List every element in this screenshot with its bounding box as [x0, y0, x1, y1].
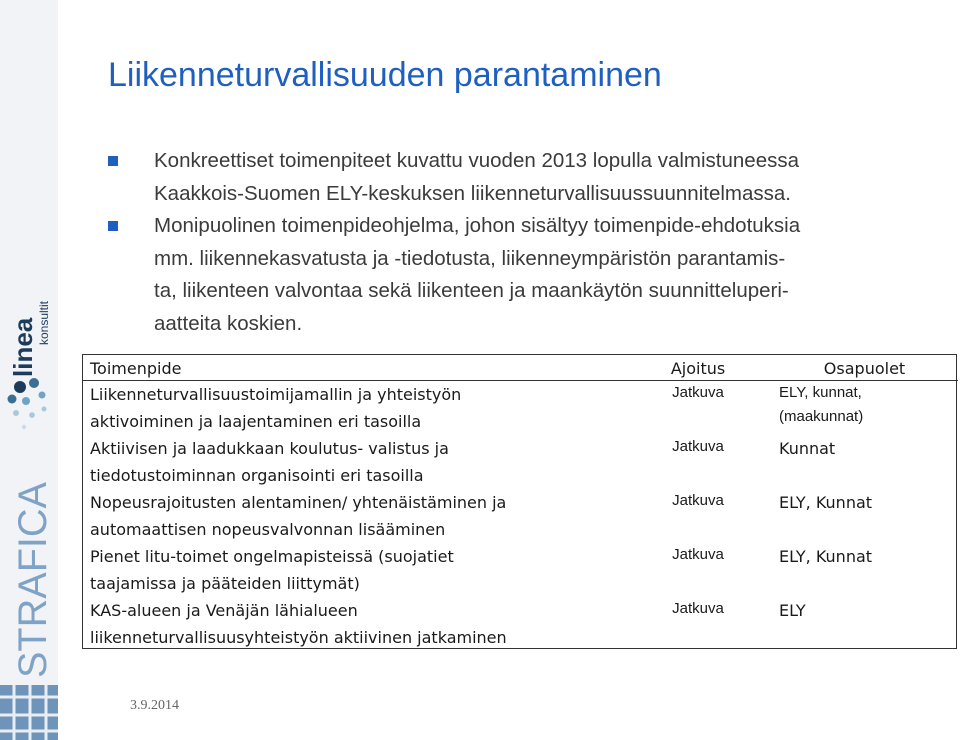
slide-title: Liikenneturvallisuuden parantaminen: [108, 56, 662, 94]
bullet-list: [108, 145, 938, 340]
parties-cell: ELY, kunnat, (maakunnat): [779, 384, 864, 425]
parties-cell: ELY: [779, 601, 806, 620]
table-row: [82, 597, 958, 651]
table-row: [82, 543, 958, 597]
bullet-item: [108, 210, 938, 340]
action-line: tiedotustoiminnan organisointi eri tasoilla: [90, 466, 424, 485]
bullet-line: ta, liikenteen valvontaa sekä liikenteen ja maankäytön suunnitteluperi-: [154, 279, 789, 302]
action-cell: [82, 543, 625, 597]
column-header-parties: Osapuolet: [771, 354, 958, 381]
bullet-line: Konkreettiset toimenpiteet kuvattu vuoden 2013 lopulla valmistuneessa: [154, 149, 800, 172]
action-line: taajamissa ja pääteiden liittymät): [90, 574, 360, 593]
linea-word: linea: [8, 317, 38, 377]
bullet-line: Kaakkois-Suomen ELY-keskuksen liikenneturvallisuussuunnitelmassa.: [154, 181, 791, 205]
parties-cell: ELY, Kunnat: [779, 547, 873, 566]
timing-cell: Jatkuva: [672, 546, 724, 563]
table-header-row: [82, 354, 958, 381]
measures-table: [82, 354, 958, 651]
action-line: aktivoiminen ja laajentaminen eri tasoilla: [90, 412, 422, 431]
strafica-grid-icon: [0, 685, 58, 740]
action-cell: [82, 381, 625, 436]
action-cell: [82, 489, 625, 543]
parties-cell: ELY, Kunnat: [779, 493, 873, 512]
action-cell: [82, 435, 625, 489]
table-row: [82, 489, 958, 543]
square-bullet-icon: [108, 221, 118, 231]
linea-dots-icon: [8, 378, 47, 429]
table-row: [82, 435, 958, 489]
action-cell: [82, 597, 625, 651]
linea-konsultit-logo: [2, 285, 58, 435]
linea-subword: konsultit: [37, 300, 51, 345]
table-row: [82, 381, 958, 436]
action-line: Liikenneturvallisuustoimijamallin ja yhteistyön: [90, 385, 462, 404]
bullet-line: mm. liikennekasvatusta ja -tiedotusta, liikenneympäristön parantamis-: [154, 246, 786, 270]
bullet-line: aatteita koskien.: [154, 311, 303, 335]
timing-cell: Jatkuva: [672, 384, 724, 401]
action-line: liikenneturvallisuusyhteistyön aktiivinen jatkaminen: [90, 628, 507, 647]
slide-date: 3.9.2014: [130, 698, 179, 713]
strafica-word: STRAFICA: [11, 480, 55, 678]
action-line: Nopeusrajoitusten alentaminen/ yhtenäistäminen ja: [90, 493, 507, 512]
bullet-item: [108, 145, 938, 210]
action-line: KAS-alueen ja Venäjän lähialueen: [90, 601, 358, 620]
parties-cell: Kunnat: [779, 439, 836, 458]
action-line: automaattisen nopeusvalvonnan lisääminen: [90, 520, 446, 539]
column-header-action: Toimenpide: [82, 354, 625, 381]
column-header-timing: Ajoitus: [625, 354, 771, 381]
square-bullet-icon: [108, 156, 118, 166]
action-line: Aktiivisen ja laadukkaan koulutus- valistus ja: [90, 439, 449, 458]
timing-cell: Jatkuva: [672, 438, 724, 455]
timing-cell: Jatkuva: [672, 600, 724, 617]
bullet-line: Monipuolinen toimenpideohjelma, johon sisältyy toimenpide-ehdotuksia: [154, 214, 801, 237]
action-line: Pienet litu-toimet ongelmapisteissä (suojatiet: [90, 547, 454, 566]
strafica-logo: [0, 478, 58, 684]
timing-cell: Jatkuva: [672, 492, 724, 509]
